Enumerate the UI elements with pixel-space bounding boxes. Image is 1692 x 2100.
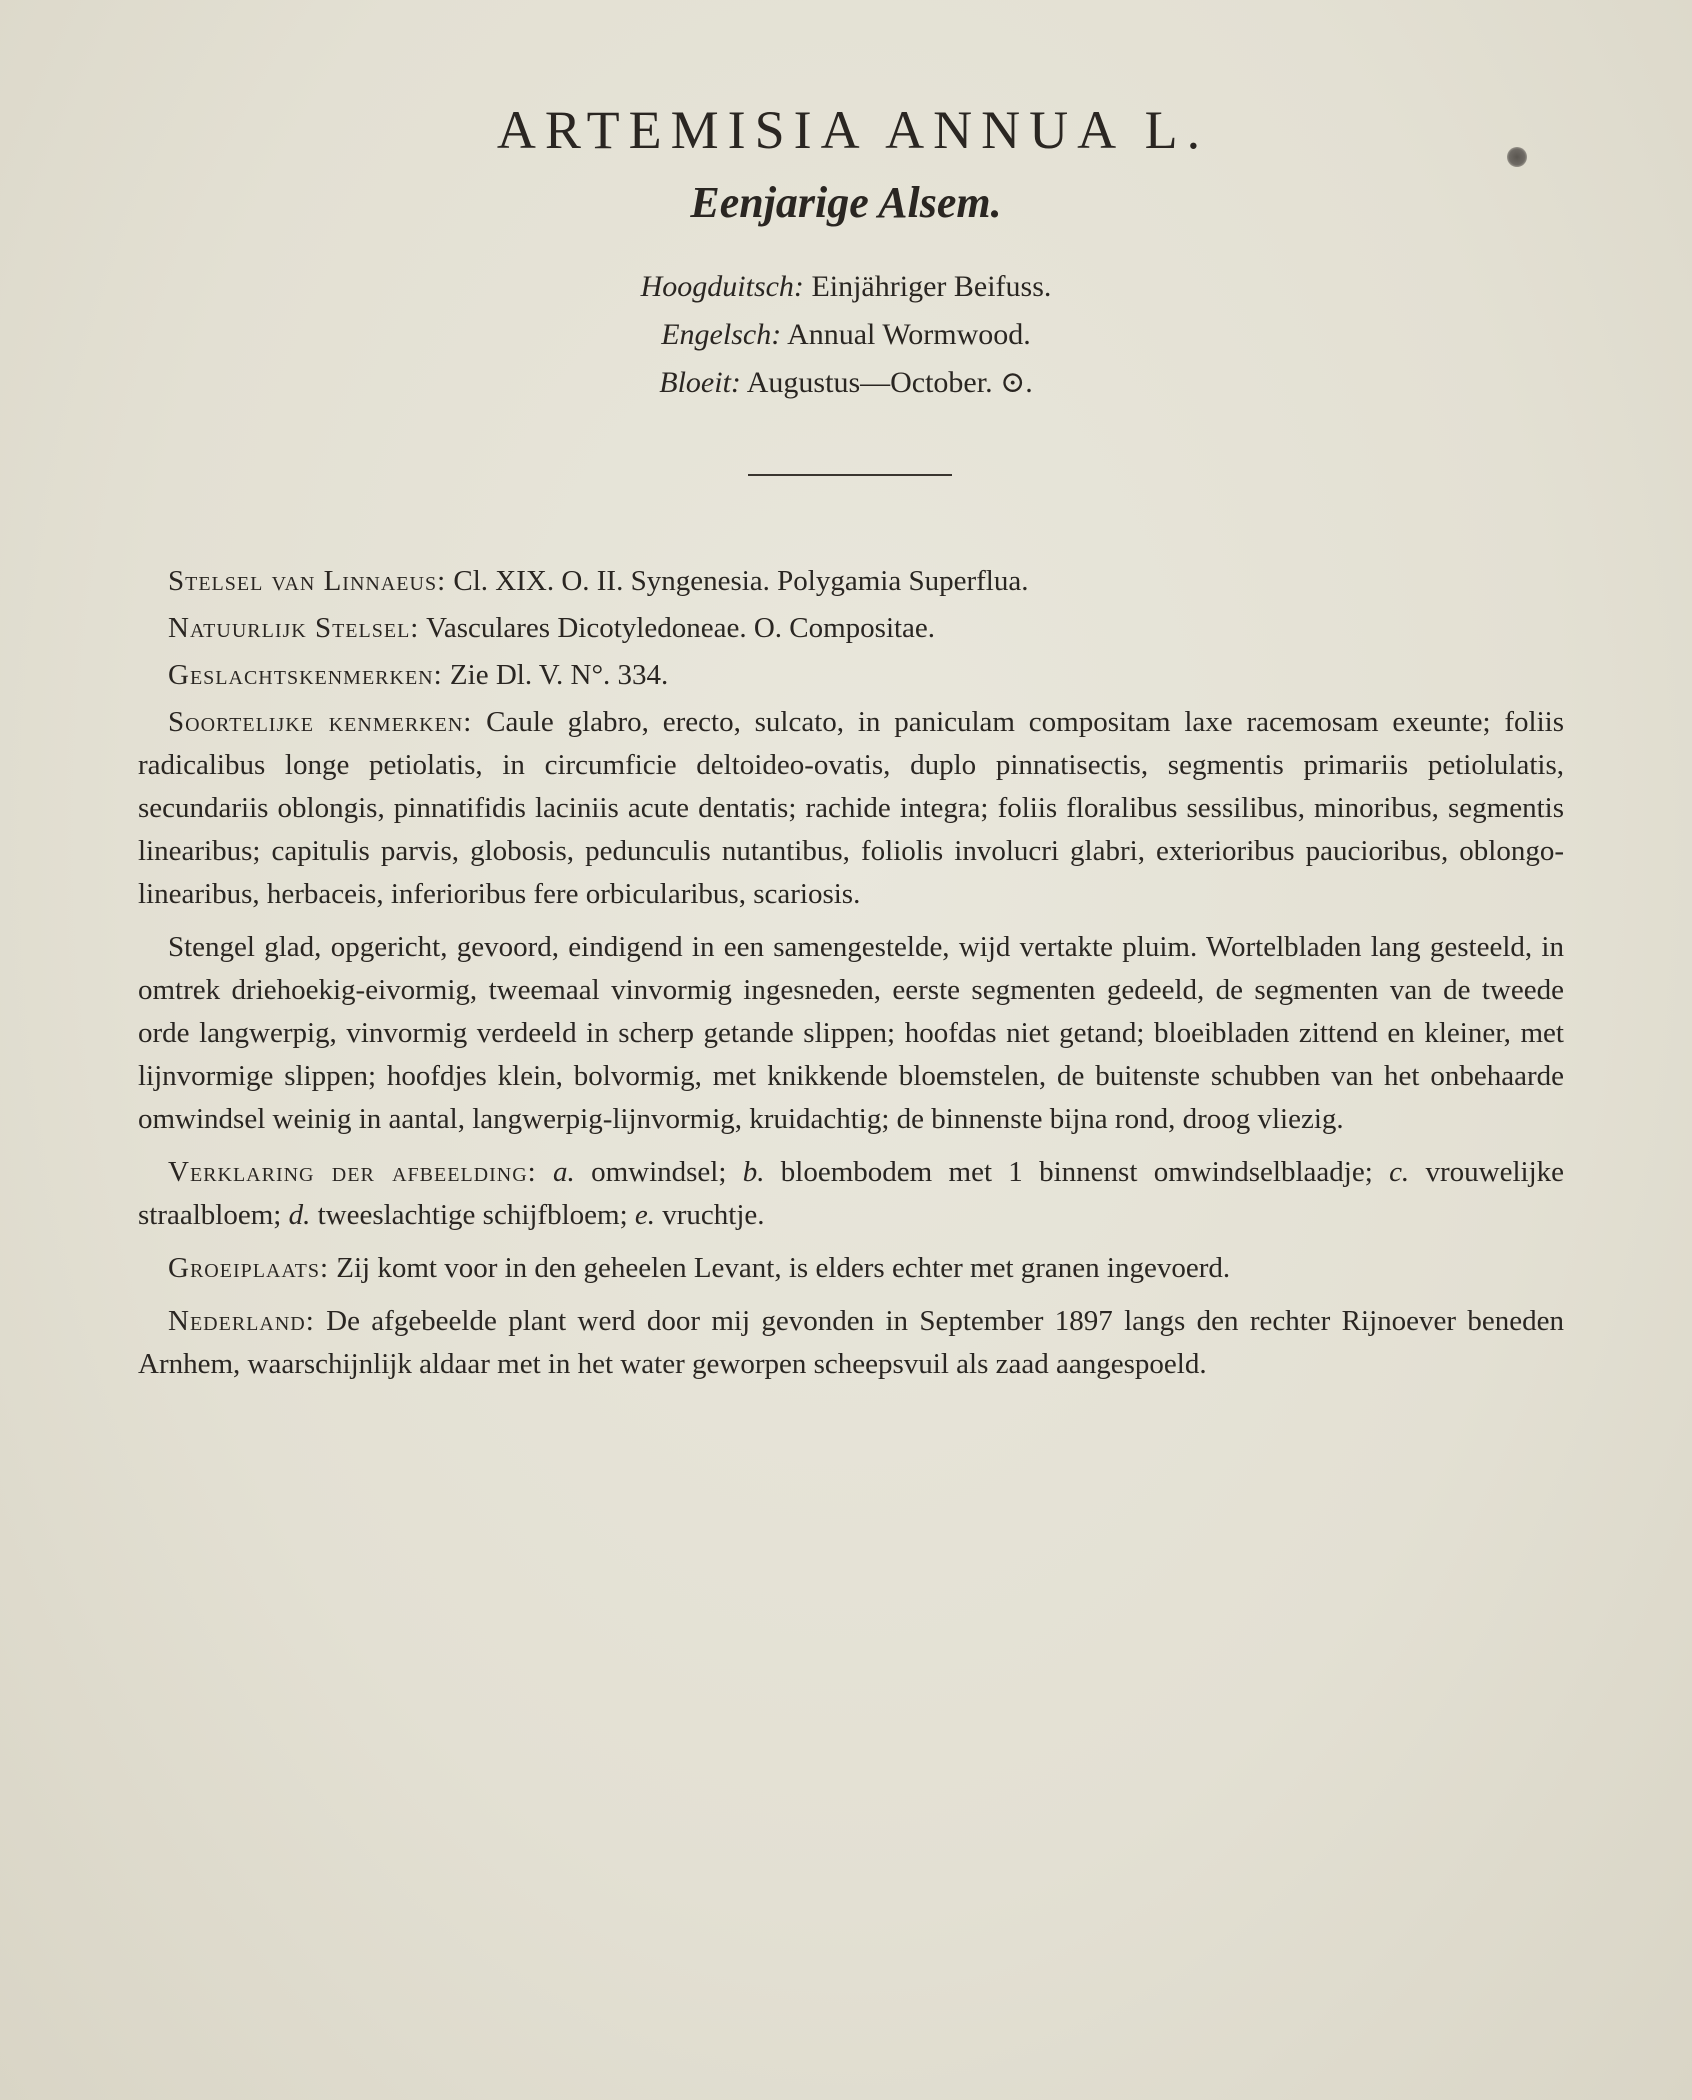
name-value-flowering: Augustus—October. ⊙. <box>746 366 1033 399</box>
text-groeiplaats: Zij komt voor in den geheelen Levant, is elders echter met granen ingevoerd. <box>336 1252 1231 1284</box>
paragraph-nederland <box>138 1300 1564 1386</box>
paragraph-groeiplaats <box>138 1247 1564 1290</box>
paragraph-geslacht <box>138 654 1564 697</box>
figure-key-a: a. <box>553 1156 575 1188</box>
text-soortelijk: Caule glabro, erecto, sulcato, in paniculam compositam laxe racemosam exeunte; foliis radicalibus longe petiolatis, in circumficie deltoideo-ovatis, duplo pinnatisectis, segmentis primariis petiolulatis, secundariis oblongis, pinnatifidis laciniis acute dentatis; rachide integra; foliis floralibus sessilibus, minoribus, segmentis linearibus; capitulis parvis, globosis, pedunculis nutantibus, foliolis involucri glabri, exterioribus paucioribus, oblongo-linearibus, herbaceis, inferioribus fere orbicularibus, scariosis. <box>138 706 1564 910</box>
label-geslacht: Geslachtskenmerken: <box>168 659 443 691</box>
text-stelsel: Cl. XIX. O. II. Syngenesia. Polygamia Superflua. <box>453 565 1029 597</box>
figure-desc-b: bloembodem met 1 binnenst omwindselblaadje; <box>764 1156 1390 1188</box>
paragraph-soortelijk <box>138 701 1564 916</box>
text-natuurlijk: Vasculares Dicotyledoneae. O. Compositae. <box>426 612 936 644</box>
figure-key-e: e. <box>634 1199 656 1231</box>
description-body <box>138 560 1564 1396</box>
name-value-german: Einjähriger Beifuss. <box>811 270 1052 303</box>
figure-key-d: d. <box>288 1199 311 1231</box>
figure-desc-c: vrouwelijke straalbloem; <box>138 1156 1565 1231</box>
paragraph-natuurlijk <box>138 607 1564 650</box>
figure-key-c: c. <box>1389 1156 1410 1188</box>
figure-desc-d: tweeslachtige schijfbloem; <box>310 1199 635 1231</box>
header <box>0 95 1692 407</box>
text-geslacht: Zie Dl. V. N°. 334. <box>449 659 669 691</box>
text-nederland: De afgebeelde plant werd door mij gevonden in September 1897 langs den rechter Rijnoever beneden Arnhem, waarschijnlijk aldaar met in het water geworpen scheepsvuil als zaad aangespoeld. <box>138 1305 1564 1380</box>
label-verklaring: Verklaring der afbeelding: <box>168 1156 537 1188</box>
paragraph-stengel <box>138 926 1564 1141</box>
label-nederland: Nederland: <box>168 1305 315 1337</box>
paragraph-stelsel <box>138 560 1564 603</box>
common-names <box>0 263 1692 407</box>
label-groeiplaats: Groeiplaats: <box>168 1252 330 1284</box>
divider-rule <box>748 474 952 476</box>
label-soortelijk: Soortelijke kenmerken: <box>168 706 473 738</box>
name-line-english <box>0 311 1692 359</box>
figure-desc-e: vruchtje. <box>655 1199 765 1231</box>
name-label-english: Engelsch: <box>661 318 782 351</box>
name-label-flowering: Bloeit: <box>659 366 741 399</box>
paragraph-verklaring <box>138 1151 1564 1237</box>
name-line-german <box>0 263 1692 311</box>
name-label-german: Hoogduitsch: <box>640 270 804 303</box>
figure-key-b: b. <box>742 1156 765 1188</box>
text-stengel: Stengel glad, opgericht, gevoord, eindigend in een samengestelde, wijd vertakte pluim. Wortelbladen lang gesteeld, in omtrek driehoekig-eivormig, tweemaal vinvormig ingesneden, eerste segmenten gedeeld, de segmenten van de tweede orde langwerpig, vinvormig verdeeld in scherp getande slippen; hoofdas niet getand; bloeibladen zittend en kleiner, met lijnvormige slippen; hoofdjes klein, bolvormig, met knikkende bloemstelen, de buitenste schubben van het onbehaarde omwindsel weinig in aantal, langwerpig-lijnvormig, kruidachtig; de binnenste bijna rond, droog vliezig. <box>138 931 1564 1135</box>
label-natuurlijk: Natuurlijk Stelsel: <box>168 612 420 644</box>
label-stelsel: Stelsel van Linnaeus: <box>168 565 447 597</box>
page-title: ARTEMISIA ANNUA L. <box>496 100 1210 160</box>
name-line-flowering <box>0 359 1692 407</box>
page-subtitle: Eenjarige Alsem. <box>690 178 1002 227</box>
name-value-english: Annual Wormwood. <box>787 318 1031 351</box>
figure-desc-a: omwindsel; <box>574 1156 743 1188</box>
